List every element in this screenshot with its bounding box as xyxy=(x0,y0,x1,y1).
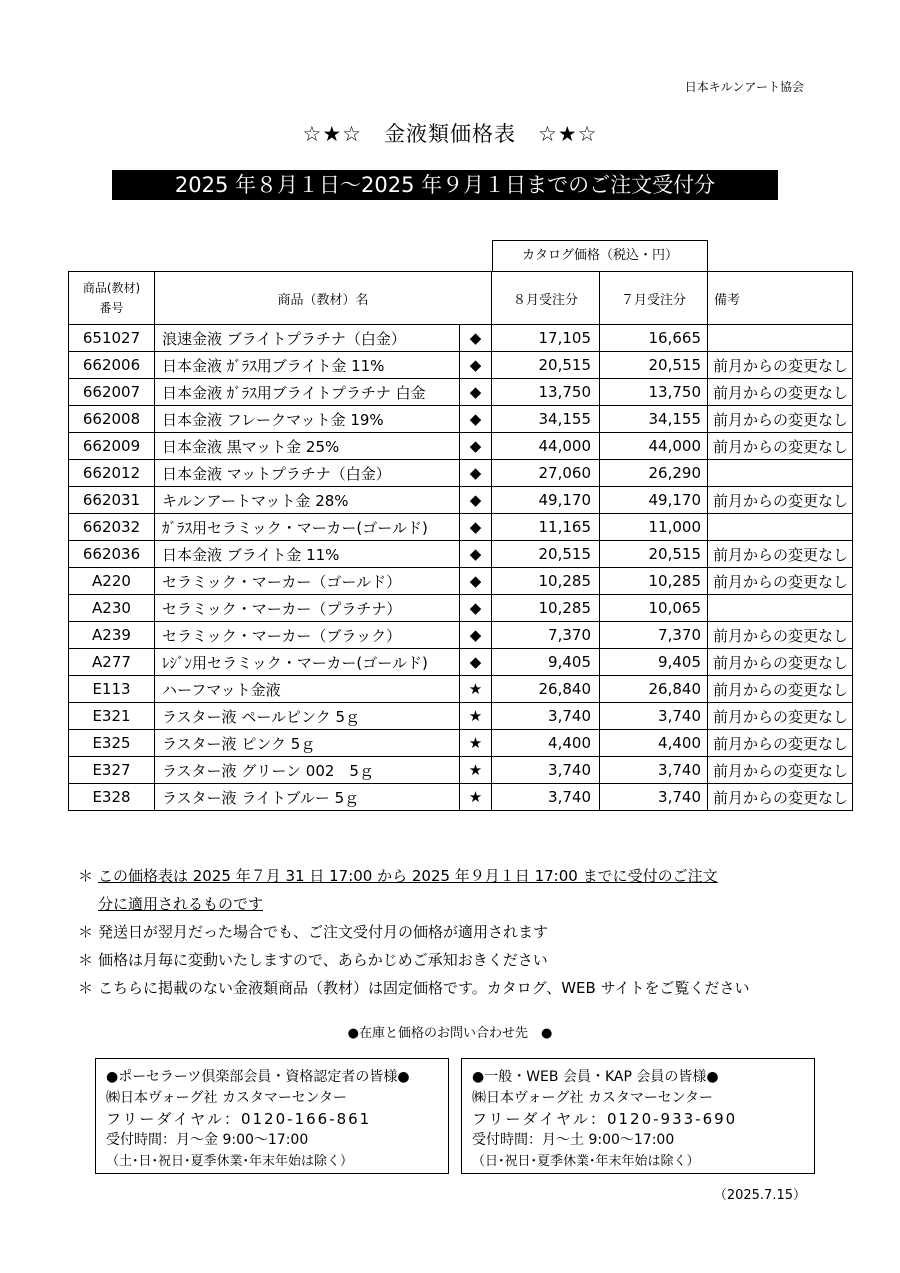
remark: 前月からの変更なし xyxy=(708,379,853,406)
table-row xyxy=(69,514,853,541)
table-row xyxy=(69,622,853,649)
remark xyxy=(708,514,853,541)
product-mark: ◆ xyxy=(460,622,492,649)
product-mark: ◆ xyxy=(460,406,492,433)
product-name: キルンアートマット金 28% xyxy=(155,487,460,514)
table-row xyxy=(69,784,853,811)
price-august: 13,750 xyxy=(492,379,600,406)
price-august: 44,000 xyxy=(492,433,600,460)
price-august: 10,285 xyxy=(492,568,600,595)
price-july: 26,290 xyxy=(600,460,708,487)
product-code: 662032 xyxy=(69,514,155,541)
period-banner: 2025 年８月１日～2025 年９月１日までのご注文受付分 xyxy=(112,170,778,200)
product-name: ラスター液 グリーン 002 5ｇ xyxy=(155,757,460,784)
product-code: E113 xyxy=(69,676,155,703)
remark: 前月からの変更なし xyxy=(708,568,853,595)
header-code xyxy=(69,272,155,325)
product-mark: ◆ xyxy=(460,352,492,379)
price-july: 44,000 xyxy=(600,433,708,460)
product-code: 662007 xyxy=(69,379,155,406)
product-code: A220 xyxy=(69,568,155,595)
remark: 前月からの変更なし xyxy=(708,676,853,703)
price-july: 7,370 xyxy=(600,622,708,649)
product-name: セラミック・マーカー（プラチナ） xyxy=(155,595,460,622)
price-august: 49,170 xyxy=(492,487,600,514)
remark: 前月からの変更なし xyxy=(708,622,853,649)
product-name: 浪速金液 ブライトプラチナ（白金） xyxy=(155,325,460,352)
remark: 前月からの変更なし xyxy=(708,784,853,811)
table-row xyxy=(69,703,853,730)
price-july: 3,740 xyxy=(600,757,708,784)
price-august: 27,060 xyxy=(492,460,600,487)
note-3-text: 価格は月毎に変動いたしますので、あらかじめご承知おきください xyxy=(98,951,548,969)
contact-phone: フリーダイヤル：0120-933-690 xyxy=(472,1110,738,1128)
price-july: 4,400 xyxy=(600,730,708,757)
price-august: 7,370 xyxy=(492,622,600,649)
price-july: 26,840 xyxy=(600,676,708,703)
table-row xyxy=(69,379,853,406)
product-code: E327 xyxy=(69,757,155,784)
asterisk: ＊ xyxy=(78,867,94,885)
price-august: 3,740 xyxy=(492,757,600,784)
note-4 xyxy=(78,974,838,1002)
product-mark: ◆ xyxy=(460,541,492,568)
note-3 xyxy=(78,946,838,974)
price-july: 10,065 xyxy=(600,595,708,622)
product-code: 651027 xyxy=(69,325,155,352)
price-july: 13,750 xyxy=(600,379,708,406)
page-title: ☆★☆ 金液類価格表 ☆★☆ xyxy=(302,122,598,146)
product-mark: ◆ xyxy=(460,649,492,676)
table-row xyxy=(69,487,853,514)
remark: 前月からの変更なし xyxy=(708,433,853,460)
table-row xyxy=(69,406,853,433)
header-jul: ７月受注分 xyxy=(600,272,708,325)
remark xyxy=(708,325,853,352)
table-row xyxy=(69,730,853,757)
product-name: 日本金液 マットプラチナ（白金） xyxy=(155,460,460,487)
price-july: 11,000 xyxy=(600,514,708,541)
product-mark: ◆ xyxy=(460,514,492,541)
contact-hours: 受付時間：月～土 9:00～17:00 xyxy=(472,1132,675,1148)
table-row xyxy=(69,676,853,703)
remark: 前月からの変更なし xyxy=(708,487,853,514)
table-row xyxy=(69,325,853,352)
contact-phone: フリーダイヤル：0120-166-861 xyxy=(106,1110,372,1128)
remark: 前月からの変更なし xyxy=(708,406,853,433)
price-august: 20,515 xyxy=(492,541,600,568)
product-mark: ◆ xyxy=(460,433,492,460)
product-code: 662036 xyxy=(69,541,155,568)
price-july: 49,170 xyxy=(600,487,708,514)
product-mark: ◆ xyxy=(460,487,492,514)
product-name: ラスター液 ライトブルー 5ｇ xyxy=(155,784,460,811)
price-july: 16,665 xyxy=(600,325,708,352)
header-name: 商品（教材）名 xyxy=(155,272,492,325)
price-august: 11,165 xyxy=(492,514,600,541)
asterisk: ＊ xyxy=(78,951,94,969)
product-mark: ◆ xyxy=(460,595,492,622)
note-1 xyxy=(78,862,838,918)
product-code: A277 xyxy=(69,649,155,676)
header-code-label: 商品(教材) xyxy=(82,281,141,295)
table-row xyxy=(69,460,853,487)
product-code: 662008 xyxy=(69,406,155,433)
remark xyxy=(708,460,853,487)
header-aug: ８月受注分 xyxy=(492,272,600,325)
remark: 前月からの変更なし xyxy=(708,649,853,676)
contact-hours: 受付時間：月～金 9:00～17:00 xyxy=(106,1132,309,1148)
asterisk: ＊ xyxy=(78,923,94,941)
table-row xyxy=(69,595,853,622)
organization-name: 日本キルンアート協会 xyxy=(684,80,804,94)
table-row xyxy=(69,541,853,568)
remark: 前月からの変更なし xyxy=(708,730,853,757)
product-mark: ★ xyxy=(460,757,492,784)
product-name: 日本金液 ブライト金 11% xyxy=(155,541,460,568)
price-august: 17,105 xyxy=(492,325,600,352)
table-row xyxy=(69,352,853,379)
product-mark: ◆ xyxy=(460,325,492,352)
product-name: ラスター液 ペールピンク 5ｇ xyxy=(155,703,460,730)
contact-box-title: ●ポーセラーツ倶楽部会員・資格認定者の皆様● xyxy=(106,1069,410,1085)
price-july: 9,405 xyxy=(600,649,708,676)
product-name: セラミック・マーカー（ブラック） xyxy=(155,622,460,649)
product-mark: ◆ xyxy=(460,568,492,595)
note-1-line-2: 分に適用されるものです xyxy=(98,895,264,913)
note-1-line-1: この価格表は 2025 年７月 31 日 17:00 から 2025 年９月１日 17:00 までに受付のご注文 xyxy=(98,867,718,885)
price-july: 20,515 xyxy=(600,541,708,568)
contact-company: ㈱日本ヴォーグ社 カスタマーセンター xyxy=(472,1090,714,1106)
product-name: 日本金液 ｶﾞﾗｽ用ブライトプラチナ 白金 xyxy=(155,379,460,406)
contact-closed: （日･祝日･夏季休業･年末年始は除く） xyxy=(472,1154,700,1169)
product-name: ハーフマット金液 xyxy=(155,676,460,703)
remark: 前月からの変更なし xyxy=(708,703,853,730)
product-name: 日本金液 黒マット金 25% xyxy=(155,433,460,460)
notes-section xyxy=(78,862,838,1002)
remark: 前月からの変更なし xyxy=(708,757,853,784)
table-row xyxy=(69,433,853,460)
product-mark: ★ xyxy=(460,676,492,703)
catalog-price-header: カタログ価格（税込・円） xyxy=(492,240,708,272)
table-row xyxy=(69,649,853,676)
product-code: 662012 xyxy=(69,460,155,487)
issue-date: （2025.7.15） xyxy=(713,1188,806,1203)
product-name: 日本金液 ｶﾞﾗｽ用ブライト金 11% xyxy=(155,352,460,379)
price-july: 3,740 xyxy=(600,703,708,730)
product-code: A239 xyxy=(69,622,155,649)
price-august: 34,155 xyxy=(492,406,600,433)
price-august: 9,405 xyxy=(492,649,600,676)
price-august: 26,840 xyxy=(492,676,600,703)
product-mark: ★ xyxy=(460,703,492,730)
product-name: セラミック・マーカー（ゴールド） xyxy=(155,568,460,595)
product-code: E325 xyxy=(69,730,155,757)
note-2 xyxy=(78,918,838,946)
contact-box-general xyxy=(461,1058,815,1174)
product-mark: ◆ xyxy=(460,460,492,487)
product-mark: ★ xyxy=(460,730,492,757)
price-august: 3,740 xyxy=(492,784,600,811)
contact-closed: （土･日･祝日･夏季休業･年末年始は除く） xyxy=(106,1154,354,1169)
price-july: 34,155 xyxy=(600,406,708,433)
remark: 前月からの変更なし xyxy=(708,541,853,568)
remark xyxy=(708,595,853,622)
product-name: ラスター液 ピンク 5ｇ xyxy=(155,730,460,757)
price-august: 4,400 xyxy=(492,730,600,757)
table-row xyxy=(69,757,853,784)
product-mark: ◆ xyxy=(460,379,492,406)
product-name: 日本金液 フレークマット金 19% xyxy=(155,406,460,433)
price-table xyxy=(68,271,853,811)
remark: 前月からの変更なし xyxy=(708,352,853,379)
contact-box-title: ●一般・WEB 会員・KAP 会員の皆様● xyxy=(472,1069,719,1085)
product-mark: ★ xyxy=(460,784,492,811)
product-code: 662009 xyxy=(69,433,155,460)
product-code: 662006 xyxy=(69,352,155,379)
table-header-row xyxy=(69,272,853,325)
price-august: 20,515 xyxy=(492,352,600,379)
contact-title: ●在庫と価格のお問い合わせ先 ● xyxy=(347,1026,553,1041)
header-note: 備考 xyxy=(708,272,853,325)
price-july: 10,285 xyxy=(600,568,708,595)
table-row xyxy=(69,568,853,595)
product-name: ﾚｼﾞﾝ用セラミック・マーカー(ゴールド) xyxy=(155,649,460,676)
product-code: 662031 xyxy=(69,487,155,514)
price-july: 20,515 xyxy=(600,352,708,379)
product-code: E321 xyxy=(69,703,155,730)
product-name: ｶﾞﾗｽ用セラミック・マーカー(ゴールド) xyxy=(155,514,460,541)
note-2-text: 発送日が翌月だった場合でも、ご注文受付月の価格が適用されます xyxy=(98,923,549,941)
price-july: 3,740 xyxy=(600,784,708,811)
contact-box-members xyxy=(95,1058,449,1174)
product-code: A230 xyxy=(69,595,155,622)
note-4-text: こちらに掲載のない金液類商品（教材）は固定価格です。カタログ、WEB サイトをご覧ください xyxy=(98,979,750,997)
asterisk: ＊ xyxy=(78,979,94,997)
header-code-sub: 番号 xyxy=(99,301,124,315)
product-code: E328 xyxy=(69,784,155,811)
contact-company: ㈱日本ヴォーグ社 カスタマーセンター xyxy=(106,1090,348,1106)
price-august: 3,740 xyxy=(492,703,600,730)
price-august: 10,285 xyxy=(492,595,600,622)
